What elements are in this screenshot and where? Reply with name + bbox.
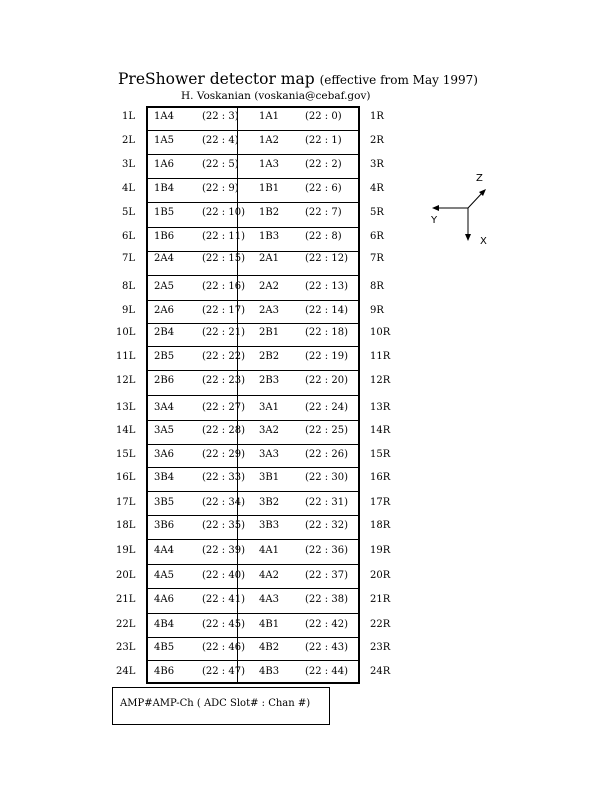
right-channel-label: 4R (370, 183, 384, 194)
adc-a-channel: (22 : 3) (202, 111, 239, 122)
legend-text: AMP#AMP-Ch ( ADC Slot# : Chan #) (120, 698, 311, 709)
left-channel-label: 1L (122, 111, 136, 122)
adc-a-channel: (22 : 34) (202, 497, 245, 508)
amp-b-id: 2B3 (259, 375, 280, 386)
amp-b-id: 1A3 (259, 159, 279, 170)
amp-a-id: 2B5 (154, 351, 175, 362)
amp-a-id: 2A6 (154, 305, 174, 316)
adc-a-channel: (22 : 46) (202, 642, 245, 653)
right-channel-label: 15R (370, 449, 391, 460)
right-channel-label: 14R (370, 425, 391, 436)
right-channel-label: 12R (370, 375, 391, 386)
row-separator (147, 613, 359, 614)
amp-b-id: 1B1 (259, 183, 280, 194)
adc-a-channel: (22 : 27) (202, 402, 245, 413)
amp-b-id: 3B2 (259, 497, 280, 508)
adc-a-channel: (22 : 23) (202, 375, 245, 386)
amp-b-id: 4B3 (259, 666, 280, 677)
left-channel-label: 4L (122, 183, 136, 194)
axis-x-label: X (480, 236, 487, 247)
right-channel-label: 5R (370, 207, 384, 218)
amp-b-id: 4A1 (259, 545, 279, 556)
adc-a-channel: (22 : 41) (202, 594, 245, 605)
amp-a-id: 1A6 (154, 159, 174, 170)
left-channel-label: 22L (116, 619, 136, 630)
amp-b-id: 2B1 (259, 327, 280, 338)
row-separator (147, 444, 359, 445)
amp-b-id: 2A1 (259, 253, 279, 264)
adc-b-channel: (22 : 2) (305, 159, 342, 170)
row-separator (147, 178, 359, 179)
adc-b-channel: (22 : 12) (305, 253, 348, 264)
amp-b-id: 1B2 (259, 207, 280, 218)
right-channel-label: 24R (370, 666, 391, 677)
left-channel-label: 19L (116, 545, 136, 556)
adc-b-channel: (22 : 26) (305, 449, 348, 460)
adc-b-channel: (22 : 31) (305, 497, 348, 508)
amp-a-id: 1B6 (154, 231, 175, 242)
row-separator (147, 323, 359, 324)
adc-b-channel: (22 : 14) (305, 305, 348, 316)
adc-b-channel: (22 : 38) (305, 594, 348, 605)
amp-a-id: 2A5 (154, 281, 174, 292)
left-channel-label: 8L (122, 281, 136, 292)
adc-a-channel: (22 : 28) (202, 425, 245, 436)
adc-a-channel: (22 : 29) (202, 449, 245, 460)
left-channel-label: 23L (116, 642, 136, 653)
right-channel-label: 23R (370, 642, 391, 653)
row-separator (147, 564, 359, 565)
amp-b-id: 2A2 (259, 281, 279, 292)
row-separator (147, 588, 359, 589)
author-line: H. Voskanian (voskania@cebaf.gov) (181, 90, 371, 102)
row-separator (147, 227, 359, 228)
adc-a-channel: (22 : 16) (202, 281, 245, 292)
amp-a-id: 1A4 (154, 111, 174, 122)
amp-b-id: 3B1 (259, 472, 280, 483)
legend-box (112, 687, 330, 725)
right-channel-label: 11R (370, 351, 391, 362)
right-channel-label: 9R (370, 305, 384, 316)
amp-b-id: 1A1 (259, 111, 279, 122)
amp-b-id: 1A2 (259, 135, 279, 146)
right-channel-label: 22R (370, 619, 391, 630)
right-channel-label: 16R (370, 472, 391, 483)
row-separator (147, 467, 359, 468)
amp-a-id: 4B4 (154, 619, 175, 630)
adc-a-channel: (22 : 15) (202, 253, 245, 264)
left-channel-label: 3L (122, 159, 136, 170)
row-separator (147, 491, 359, 492)
row-separator (147, 660, 359, 661)
left-channel-label: 12L (116, 375, 136, 386)
adc-a-channel: (22 : 17) (202, 305, 245, 316)
right-channel-label: 20R (370, 570, 391, 581)
left-channel-label: 13L (116, 402, 136, 413)
row-separator (147, 130, 359, 131)
adc-b-channel: (22 : 1) (305, 135, 342, 146)
amp-a-id: 3B5 (154, 497, 175, 508)
amp-a-id: 4B5 (154, 642, 175, 653)
adc-b-channel: (22 : 30) (305, 472, 348, 483)
amp-b-id: 4B1 (259, 619, 280, 630)
right-channel-label: 21R (370, 594, 391, 605)
amp-b-id: 2A3 (259, 305, 279, 316)
left-channel-label: 6L (122, 231, 136, 242)
row-separator (147, 300, 359, 301)
row-separator (147, 420, 359, 421)
adc-a-channel: (22 : 35) (202, 520, 245, 531)
page-title (118, 70, 478, 88)
adc-b-channel: (22 : 19) (305, 351, 348, 362)
left-channel-label: 7L (122, 253, 136, 264)
left-channel-label: 17L (116, 497, 136, 508)
amp-b-id: 3B3 (259, 520, 280, 531)
amp-a-id: 2A4 (154, 253, 174, 264)
title-main: PreShower detector map (118, 70, 315, 88)
amp-a-id: 4B6 (154, 666, 175, 677)
amp-a-id: 3B6 (154, 520, 175, 531)
amp-a-id: 2B4 (154, 327, 175, 338)
adc-a-channel: (22 : 11) (202, 231, 245, 242)
title-subtitle: (effective from May 1997) (319, 73, 478, 87)
right-channel-label: 7R (370, 253, 384, 264)
adc-a-channel: (22 : 9) (202, 183, 239, 194)
amp-b-id: 4B2 (259, 642, 280, 653)
adc-b-channel: (22 : 43) (305, 642, 348, 653)
left-channel-label: 15L (116, 449, 136, 460)
adc-b-channel: (22 : 44) (305, 666, 348, 677)
adc-a-channel: (22 : 4) (202, 135, 239, 146)
adc-b-channel: (22 : 0) (305, 111, 342, 122)
amp-a-id: 2B6 (154, 375, 175, 386)
amp-a-id: 1B5 (154, 207, 175, 218)
adc-a-channel: (22 : 45) (202, 619, 245, 630)
amp-a-id: 4A6 (154, 594, 174, 605)
right-channel-label: 17R (370, 497, 391, 508)
amp-b-id: 3A2 (259, 425, 279, 436)
axis-z-label: Z (476, 173, 483, 184)
adc-b-channel: (22 : 36) (305, 545, 348, 556)
left-channel-label: 24L (116, 666, 136, 677)
left-channel-label: 18L (116, 520, 136, 531)
row-separator (147, 251, 359, 252)
adc-b-channel: (22 : 25) (305, 425, 348, 436)
left-channel-label: 20L (116, 570, 136, 581)
right-channel-label: 19R (370, 545, 391, 556)
amp-a-id: 3B4 (154, 472, 175, 483)
amp-a-id: 3A5 (154, 425, 174, 436)
amp-b-id: 3A1 (259, 402, 279, 413)
amp-b-id: 4A3 (259, 594, 279, 605)
amp-b-id: 4A2 (259, 570, 279, 581)
right-channel-label: 2R (370, 135, 384, 146)
amp-a-id: 1B4 (154, 183, 175, 194)
adc-a-channel: (22 : 33) (202, 472, 245, 483)
left-channel-label: 11L (116, 351, 136, 362)
adc-a-channel: (22 : 47) (202, 666, 245, 677)
adc-a-channel: (22 : 22) (202, 351, 245, 362)
left-channel-label: 21L (116, 594, 136, 605)
row-separator (147, 539, 359, 540)
left-channel-label: 14L (116, 425, 136, 436)
row-separator (147, 202, 359, 203)
adc-b-channel: (22 : 32) (305, 520, 348, 531)
left-channel-label: 16L (116, 472, 136, 483)
right-channel-label: 18R (370, 520, 391, 531)
adc-a-channel: (22 : 39) (202, 545, 245, 556)
amp-a-id: 4A5 (154, 570, 174, 581)
adc-a-channel: (22 : 5) (202, 159, 239, 170)
right-channel-label: 13R (370, 402, 391, 413)
left-channel-label: 2L (122, 135, 136, 146)
amp-b-id: 2B2 (259, 351, 280, 362)
left-channel-label: 9L (122, 305, 136, 316)
amp-a-id: 4A4 (154, 545, 174, 556)
right-channel-label: 10R (370, 327, 391, 338)
adc-b-channel: (22 : 20) (305, 375, 348, 386)
row-separator (147, 346, 359, 347)
adc-b-channel: (22 : 8) (305, 231, 342, 242)
right-channel-label: 1R (370, 111, 384, 122)
adc-a-channel: (22 : 21) (202, 327, 245, 338)
row-separator (147, 275, 359, 276)
adc-b-channel: (22 : 6) (305, 183, 342, 194)
axis-y-label: Y (431, 215, 438, 226)
axes-diagram (420, 168, 500, 248)
amp-b-id: 1B3 (259, 231, 280, 242)
row-separator (147, 370, 359, 371)
row-separator (147, 515, 359, 516)
row-separator (147, 637, 359, 638)
adc-a-channel: (22 : 10) (202, 207, 245, 218)
adc-a-channel: (22 : 40) (202, 570, 245, 581)
left-channel-label: 5L (122, 207, 136, 218)
amp-a-id: 1A5 (154, 135, 174, 146)
adc-b-channel: (22 : 13) (305, 281, 348, 292)
left-channel-label: 10L (116, 327, 136, 338)
row-separator (147, 154, 359, 155)
adc-b-channel: (22 : 42) (305, 619, 348, 630)
right-channel-label: 6R (370, 231, 384, 242)
row-separator (147, 395, 359, 396)
amp-a-id: 3A4 (154, 402, 174, 413)
adc-b-channel: (22 : 24) (305, 402, 348, 413)
amp-a-id: 3A6 (154, 449, 174, 460)
adc-b-channel: (22 : 18) (305, 327, 348, 338)
right-channel-label: 3R (370, 159, 384, 170)
adc-b-channel: (22 : 7) (305, 207, 342, 218)
amp-b-id: 3A3 (259, 449, 279, 460)
adc-b-channel: (22 : 37) (305, 570, 348, 581)
right-channel-label: 8R (370, 281, 384, 292)
